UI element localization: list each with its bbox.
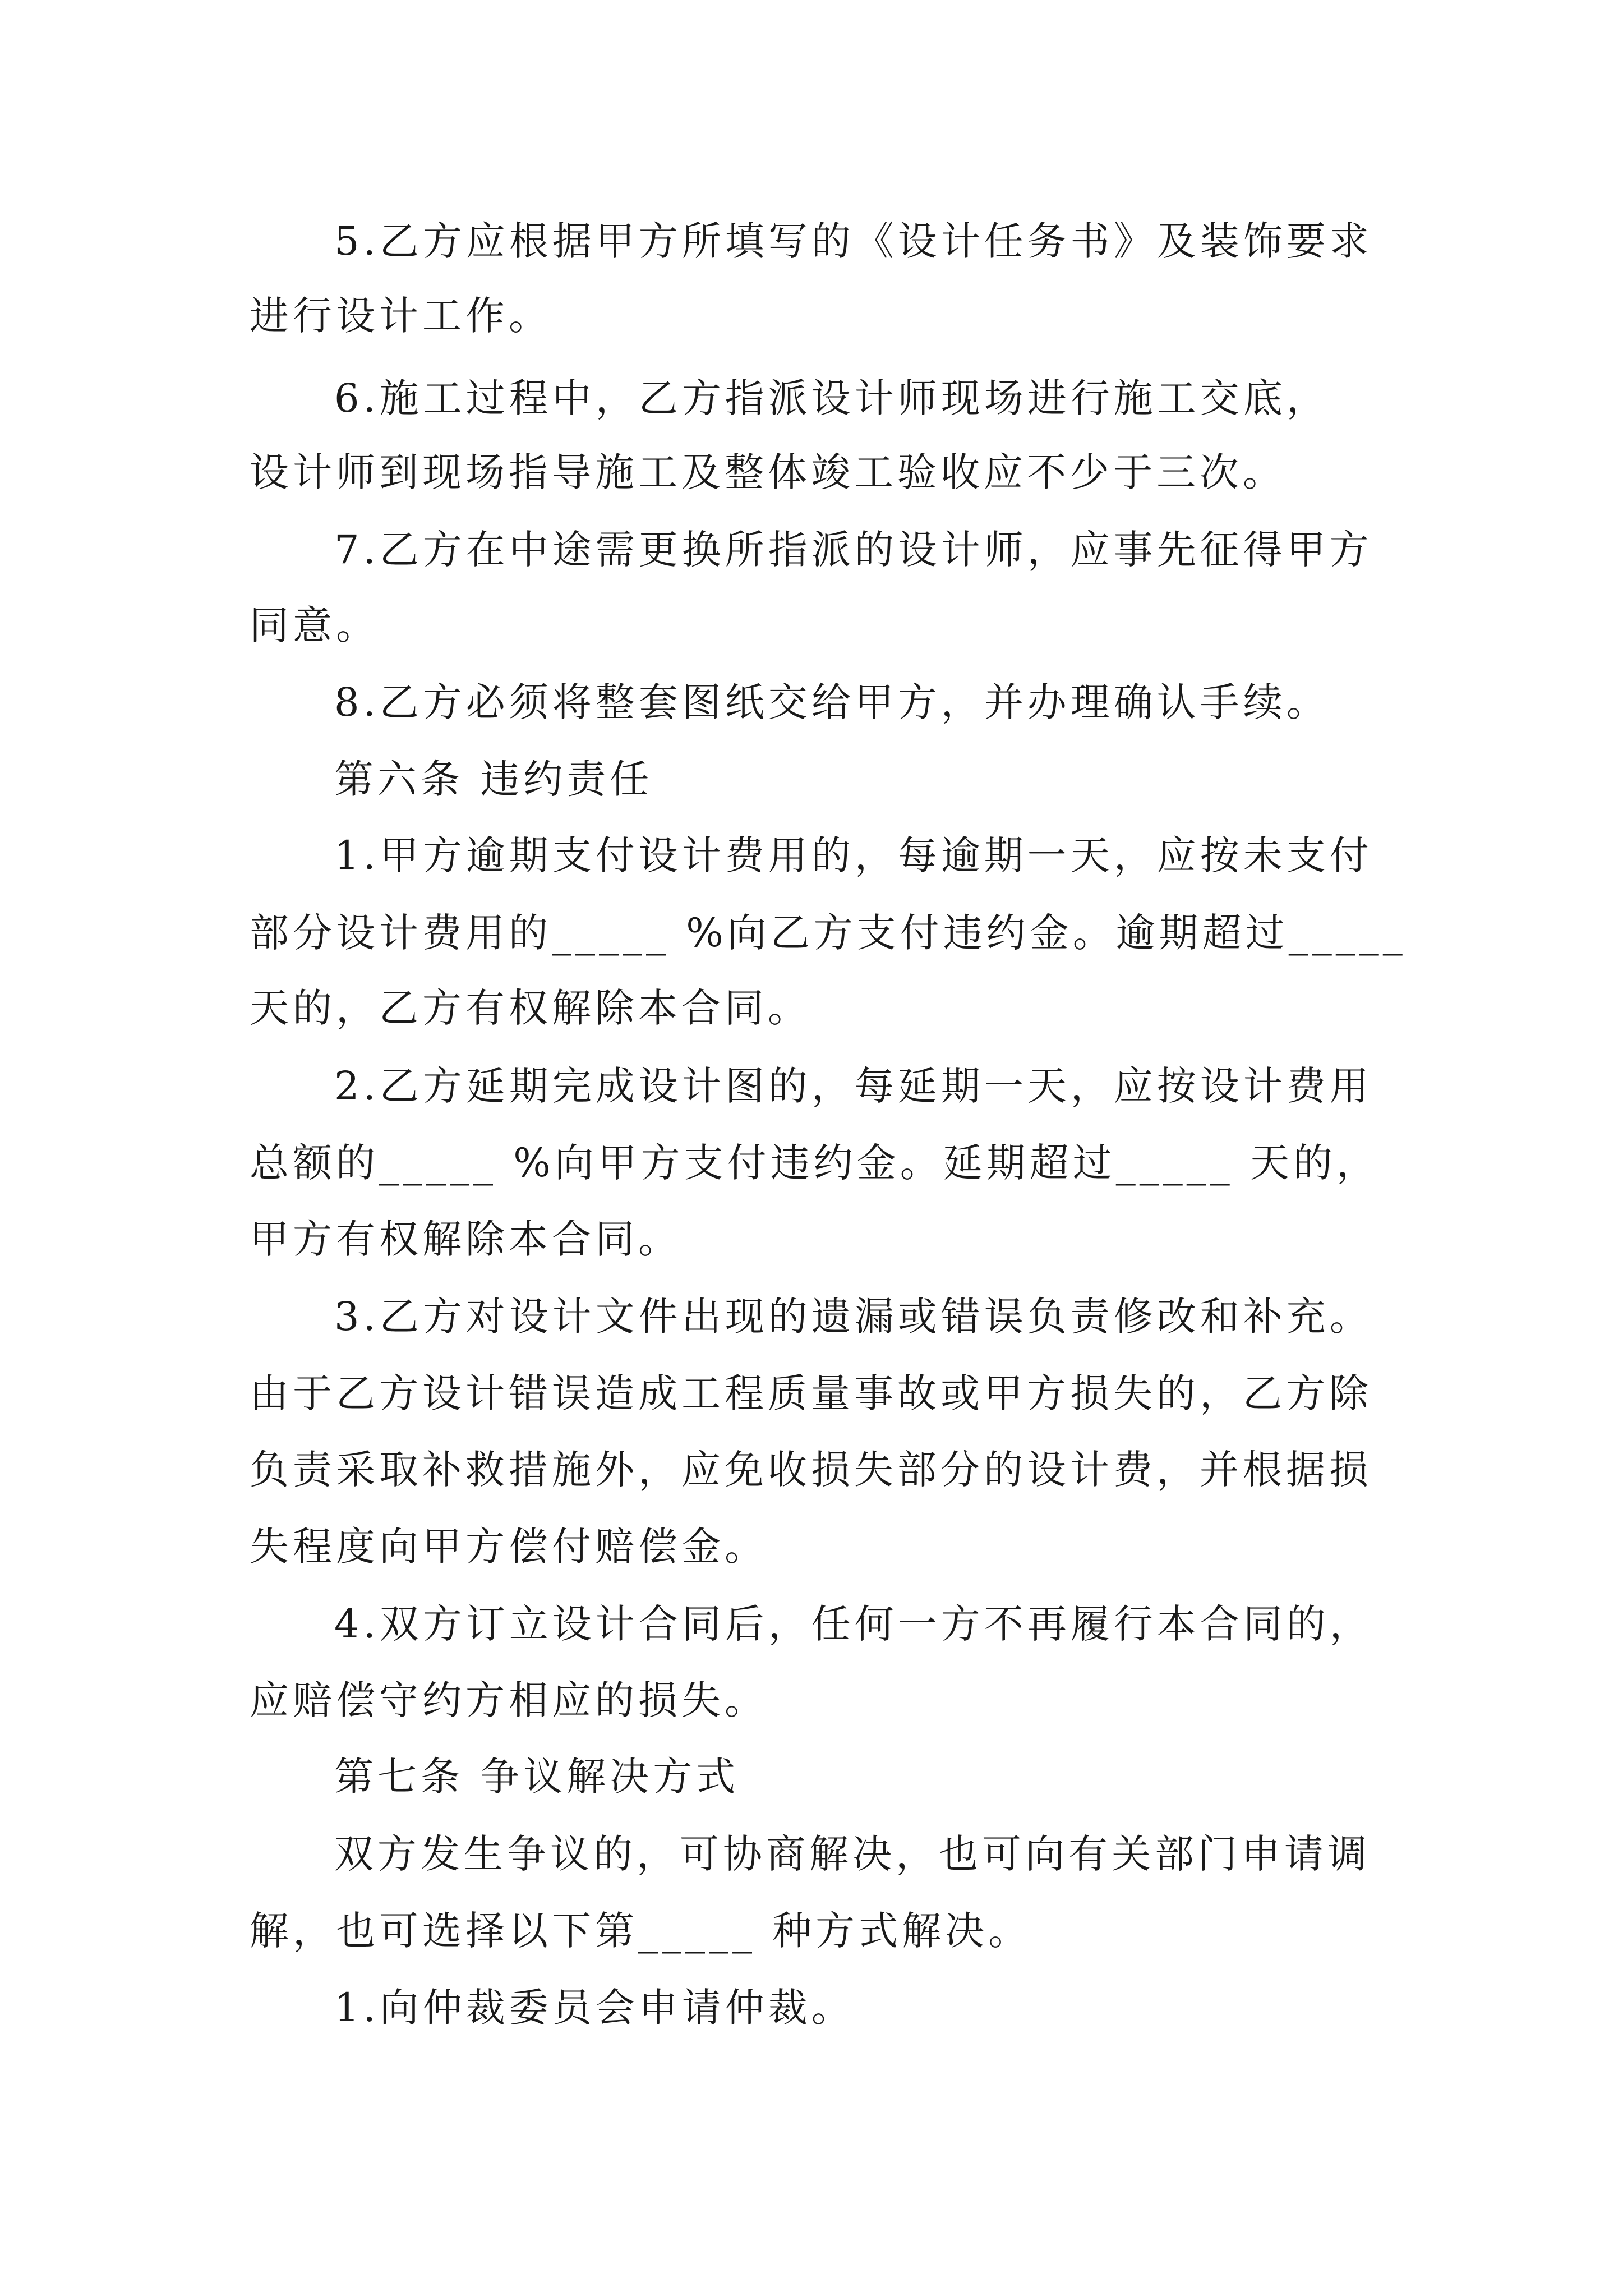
paragraph-line: 1.向仲裁委员会申请仲裁。	[334, 1985, 855, 2031]
paragraph-line: 同意。	[250, 602, 379, 648]
paragraph-line: 进行设计工作。	[250, 293, 552, 339]
paragraph-line: 3.乙方对设计文件出现的遗漏或错误负责修改和补充。	[334, 1294, 1373, 1340]
paragraph-line: 4.双方订立设计合同后，任何一方不再履行本合同的，	[334, 1601, 1373, 1647]
paragraph-line: 应赔偿守约方相应的损失。	[250, 1677, 768, 1723]
paragraph-line: 甲方有权解除本合同。	[250, 1216, 681, 1262]
paragraph-line: 部分设计费用的_____ %向乙方支付违约金。逾期超过_____	[250, 910, 1407, 956]
paragraph-line: 5.乙方应根据甲方所填写的《设计任务书》及装饰要求	[334, 218, 1373, 264]
paragraph-line: 解，也可选择以下第_____ 种方式解决。	[250, 1908, 1032, 1954]
paragraph-line: 双方发生争议的，可协商解决，也可向有关部门申请调	[334, 1831, 1371, 1877]
paragraph-line: 8.乙方必须将整套图纸交给甲方，并办理确认手续。	[334, 679, 1330, 725]
paragraph-line: 天的，乙方有权解除本合同。	[250, 985, 811, 1031]
paragraph-line: 6.施工过程中，乙方指派设计师现场进行施工交底，	[334, 375, 1330, 421]
paragraph-line: 由于乙方设计错误造成工程质量事故或甲方损失的，乙方除	[250, 1370, 1372, 1416]
paragraph-line: 负责采取补救措施外，应免收损失部分的设计费，并根据损	[250, 1447, 1372, 1493]
paragraph-line: 1.甲方逾期支付设计费用的，每逾期一天，应按未支付	[334, 832, 1373, 878]
paragraph-line: 7.乙方在中途需更换所指派的设计师，应事先征得甲方	[334, 527, 1373, 573]
paragraph-line: 总额的_____ %向甲方支付违约金。延期超过_____ 天的，	[250, 1140, 1380, 1186]
section-heading: 第七条 争议解决方式	[334, 1754, 740, 1800]
paragraph-line: 2.乙方延期完成设计图的，每延期一天，应按设计费用	[334, 1063, 1373, 1109]
paragraph-line: 失程度向甲方偿付赔偿金。	[250, 1524, 768, 1570]
section-heading: 第六条 违约责任	[334, 756, 653, 802]
paragraph-line: 设计师到现场指导施工及整体竣工验收应不少于三次。	[250, 449, 1286, 495]
